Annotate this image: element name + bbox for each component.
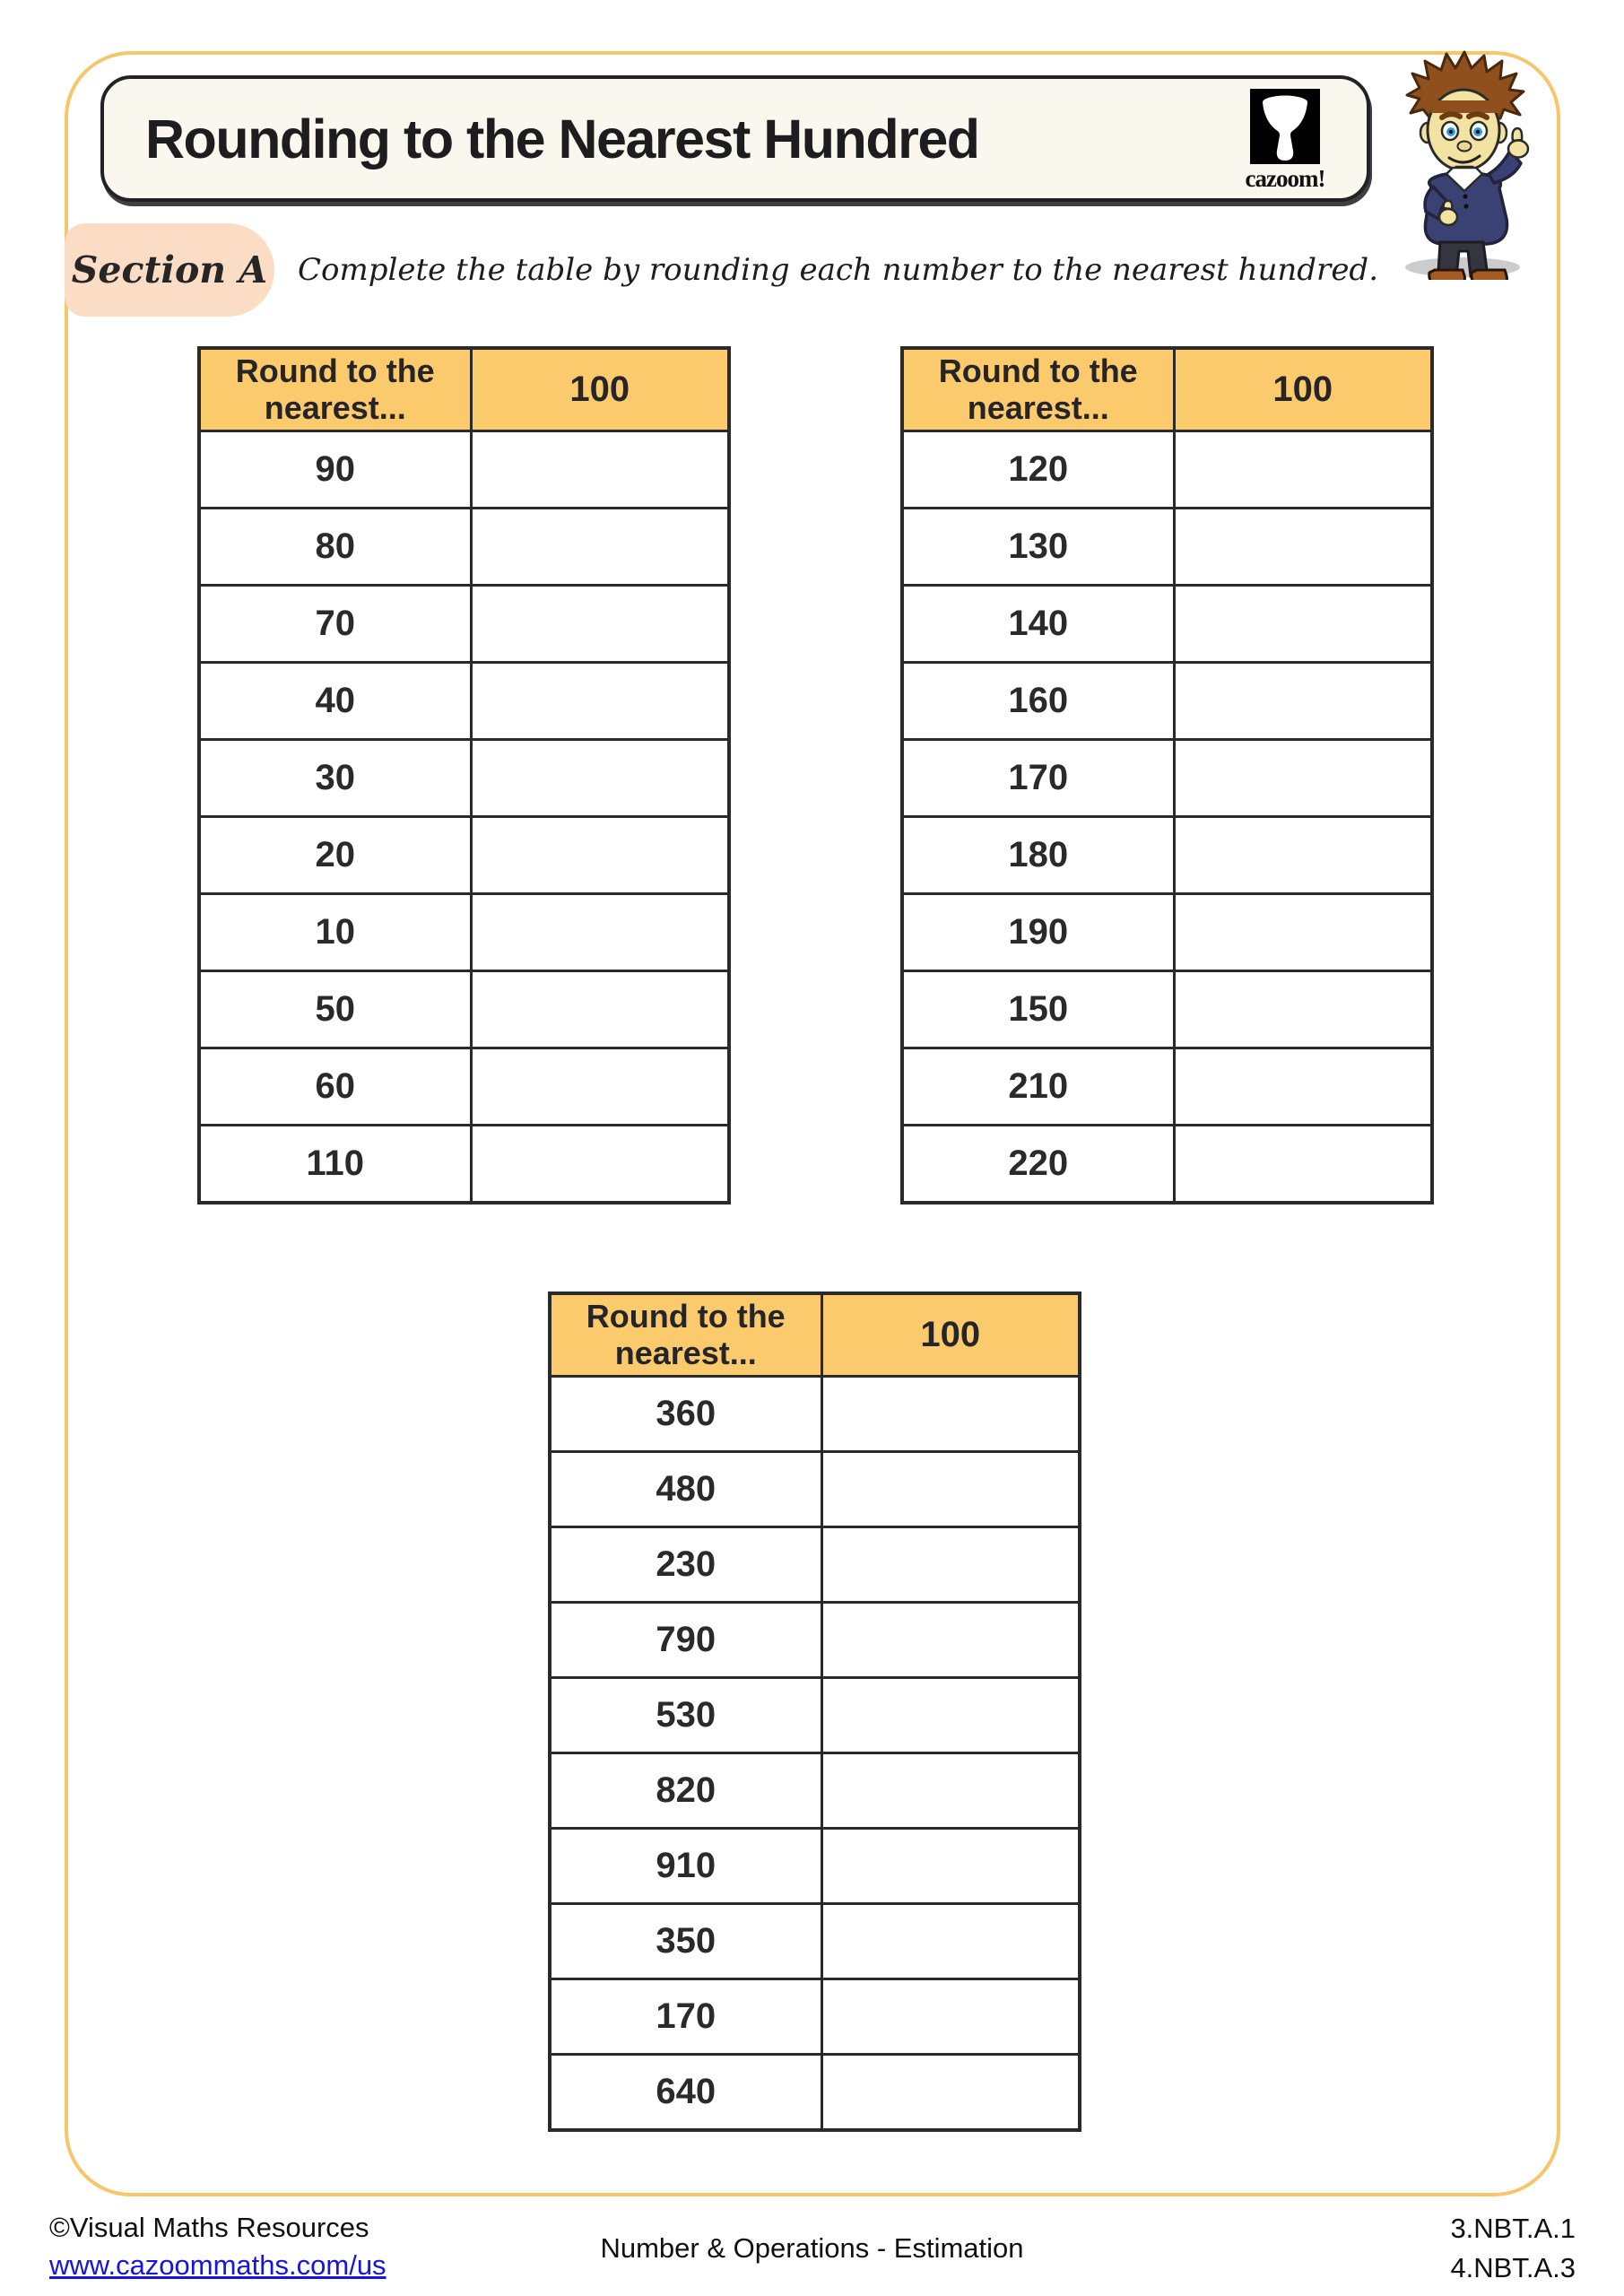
standard-code: 3.NBT.A.1 [1450, 2213, 1576, 2244]
number-cell: 170 [550, 1979, 821, 2055]
rounding-table-right [900, 346, 1434, 1205]
number-cell: 480 [550, 1452, 821, 1527]
answer-cell [821, 1603, 1080, 1678]
answer-cell [821, 1377, 1080, 1452]
number-cell: 110 [199, 1126, 471, 1203]
table-row [902, 663, 1432, 740]
number-cell: 140 [902, 586, 1174, 663]
table-row [902, 1048, 1432, 1126]
table-row [550, 1527, 1080, 1603]
table-row [199, 894, 729, 971]
answer-cell [821, 1979, 1080, 2055]
answer-cell [1174, 971, 1432, 1048]
table-row [199, 971, 729, 1048]
standard-code: 4.NBT.A.3 [1450, 2252, 1576, 2283]
answer-cell [821, 1904, 1080, 1979]
number-cell: 170 [902, 740, 1174, 817]
number-cell: 160 [902, 663, 1174, 740]
answer-cell [1174, 431, 1432, 509]
table-row [550, 2055, 1080, 2130]
answer-cell [1174, 663, 1432, 740]
number-cell: 640 [550, 2055, 821, 2130]
answer-cell [1174, 817, 1432, 894]
page-title: Rounding to the Nearest Hundred [145, 108, 979, 170]
number-cell: 90 [199, 431, 471, 509]
header-100: 100 [471, 348, 729, 431]
header-100: 100 [821, 1293, 1080, 1377]
table-row [550, 1603, 1080, 1678]
number-cell: 820 [550, 1753, 821, 1829]
table-row [550, 1979, 1080, 2055]
answer-cell [471, 1048, 729, 1126]
answer-cell [471, 1126, 729, 1203]
table-row [902, 586, 1432, 663]
table-row [902, 817, 1432, 894]
table-row [902, 740, 1432, 817]
answer-cell [471, 586, 729, 663]
number-cell: 150 [902, 971, 1174, 1048]
table-header-row [902, 348, 1432, 431]
table-row [199, 586, 729, 663]
answer-cell [1174, 740, 1432, 817]
table-header-row [199, 348, 729, 431]
number-cell: 360 [550, 1377, 821, 1452]
table-row [902, 509, 1432, 586]
table-row [199, 1126, 729, 1203]
answer-cell [1174, 1048, 1432, 1126]
answer-cell [471, 431, 729, 509]
table-row [550, 1829, 1080, 1904]
number-cell: 60 [199, 1048, 471, 1126]
answer-cell [471, 509, 729, 586]
cazoom-logo-text: cazoom! [1245, 165, 1325, 192]
table-row [902, 1126, 1432, 1203]
number-cell: 530 [550, 1678, 821, 1753]
number-cell: 40 [199, 663, 471, 740]
website-link[interactable]: www.cazoommaths.com/us [49, 2249, 386, 2281]
answer-cell [1174, 894, 1432, 971]
table-row [199, 431, 729, 509]
instruction-text: Complete the table by rounding each number to the nearest hundred. [298, 252, 1379, 288]
section-a-label: Section A [71, 248, 268, 291]
header-100: 100 [1174, 348, 1432, 431]
footer-topic: Number & Operations - Estimation [600, 2232, 1024, 2264]
answer-cell [1174, 586, 1432, 663]
header-round-to-nearest: Round to the nearest... [199, 348, 471, 431]
number-cell: 10 [199, 894, 471, 971]
number-cell: 80 [199, 509, 471, 586]
header-round-to-nearest: Round to the nearest... [550, 1293, 821, 1377]
table-row [199, 1048, 729, 1126]
answer-cell [821, 1678, 1080, 1753]
table-row [199, 817, 729, 894]
table-row [550, 1452, 1080, 1527]
table-row [199, 740, 729, 817]
table-row [199, 663, 729, 740]
table-row [902, 894, 1432, 971]
answer-cell [471, 894, 729, 971]
number-cell: 230 [550, 1527, 821, 1603]
number-cell: 910 [550, 1829, 821, 1904]
number-cell: 180 [902, 817, 1174, 894]
answer-cell [821, 1527, 1080, 1603]
table-row [550, 1904, 1080, 1979]
cazoom-logo [1229, 89, 1342, 193]
answer-cell [821, 1452, 1080, 1527]
rounding-table-bottom [548, 1292, 1081, 2132]
answer-cell [821, 1753, 1080, 1829]
answer-cell [1174, 1126, 1432, 1203]
number-cell: 70 [199, 586, 471, 663]
answer-cell [471, 971, 729, 1048]
number-cell: 350 [550, 1904, 821, 1979]
number-cell: 220 [902, 1126, 1174, 1203]
footer-standards [1450, 2209, 1576, 2288]
number-cell: 190 [902, 894, 1174, 971]
table-row [902, 431, 1432, 509]
number-cell: 130 [902, 509, 1174, 586]
table-row [902, 971, 1432, 1048]
rounding-table-left [197, 346, 731, 1205]
answer-cell [821, 1829, 1080, 1904]
table-row [550, 1678, 1080, 1753]
number-cell: 50 [199, 971, 471, 1048]
table-row [199, 509, 729, 586]
copyright-text: ©Visual Maths Resources [49, 2212, 369, 2243]
number-cell: 20 [199, 817, 471, 894]
number-cell: 210 [902, 1048, 1174, 1126]
boy-character-illustration [1389, 50, 1543, 280]
answer-cell [471, 817, 729, 894]
number-cell: 790 [550, 1603, 821, 1678]
header-round-to-nearest: Round to the nearest... [902, 348, 1174, 431]
djembe-drum-icon [1250, 89, 1320, 164]
number-cell: 30 [199, 740, 471, 817]
table-row [550, 1377, 1080, 1452]
answer-cell [471, 740, 729, 817]
answer-cell [471, 663, 729, 740]
answer-cell [1174, 509, 1432, 586]
section-a-pill [65, 223, 274, 317]
title-box [100, 75, 1370, 202]
answer-cell [821, 2055, 1080, 2130]
table-row [550, 1753, 1080, 1829]
table-header-row [550, 1293, 1080, 1377]
number-cell: 120 [902, 431, 1174, 509]
